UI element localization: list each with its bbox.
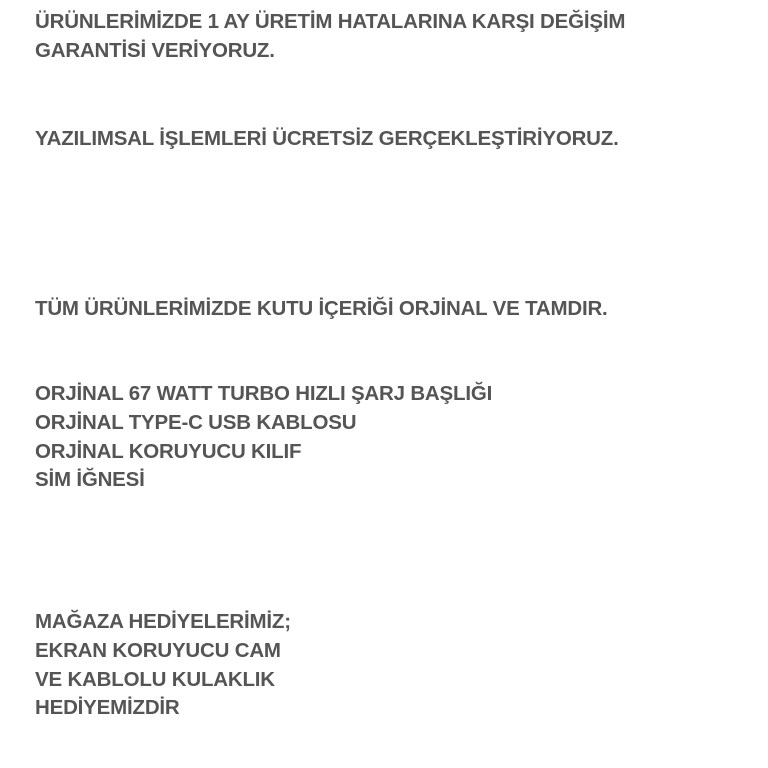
box-contents-paragraph xyxy=(35,295,608,324)
text-line: EKRAN KORUYUCU CAM xyxy=(35,638,281,662)
store-gifts-paragraph xyxy=(35,608,291,723)
software-paragraph xyxy=(35,125,619,154)
text-line: VE KABLOLU KULAKLIK xyxy=(35,667,275,691)
text-line: HEDİYEMİZDİR xyxy=(35,696,180,720)
list-item: ORJİNAL KORUYUCU KILIF xyxy=(35,439,302,463)
text-line: TÜM ÜRÜNLERİMİZDE KUTU İÇERİĞİ ORJİNAL VE TAMDIR. xyxy=(35,297,608,320)
text-line: MAĞAZA HEDİYELERİMİZ; xyxy=(35,610,291,633)
list-item: SİM İĞNESİ xyxy=(35,468,145,492)
text-line: GARANTİSİ VERİYORUZ. xyxy=(35,38,275,62)
warranty-paragraph xyxy=(35,8,625,66)
text-line: YAZILIMSAL İŞLEMLERİ ÜCRETSİZ GERÇEKLEŞTİRİYORUZ. xyxy=(35,127,619,150)
list-item: ORJİNAL TYPE-C USB KABLOSU xyxy=(35,410,357,434)
list-item: ORJİNAL 67 WATT TURBO HIZLI ŞARJ BAŞLIĞI xyxy=(35,382,493,405)
text-line: ÜRÜNLERİMİZDE 1 AY ÜRETİM HATALARINA KARŞI DEĞİŞİM xyxy=(35,10,626,33)
included-items-list xyxy=(35,380,492,495)
